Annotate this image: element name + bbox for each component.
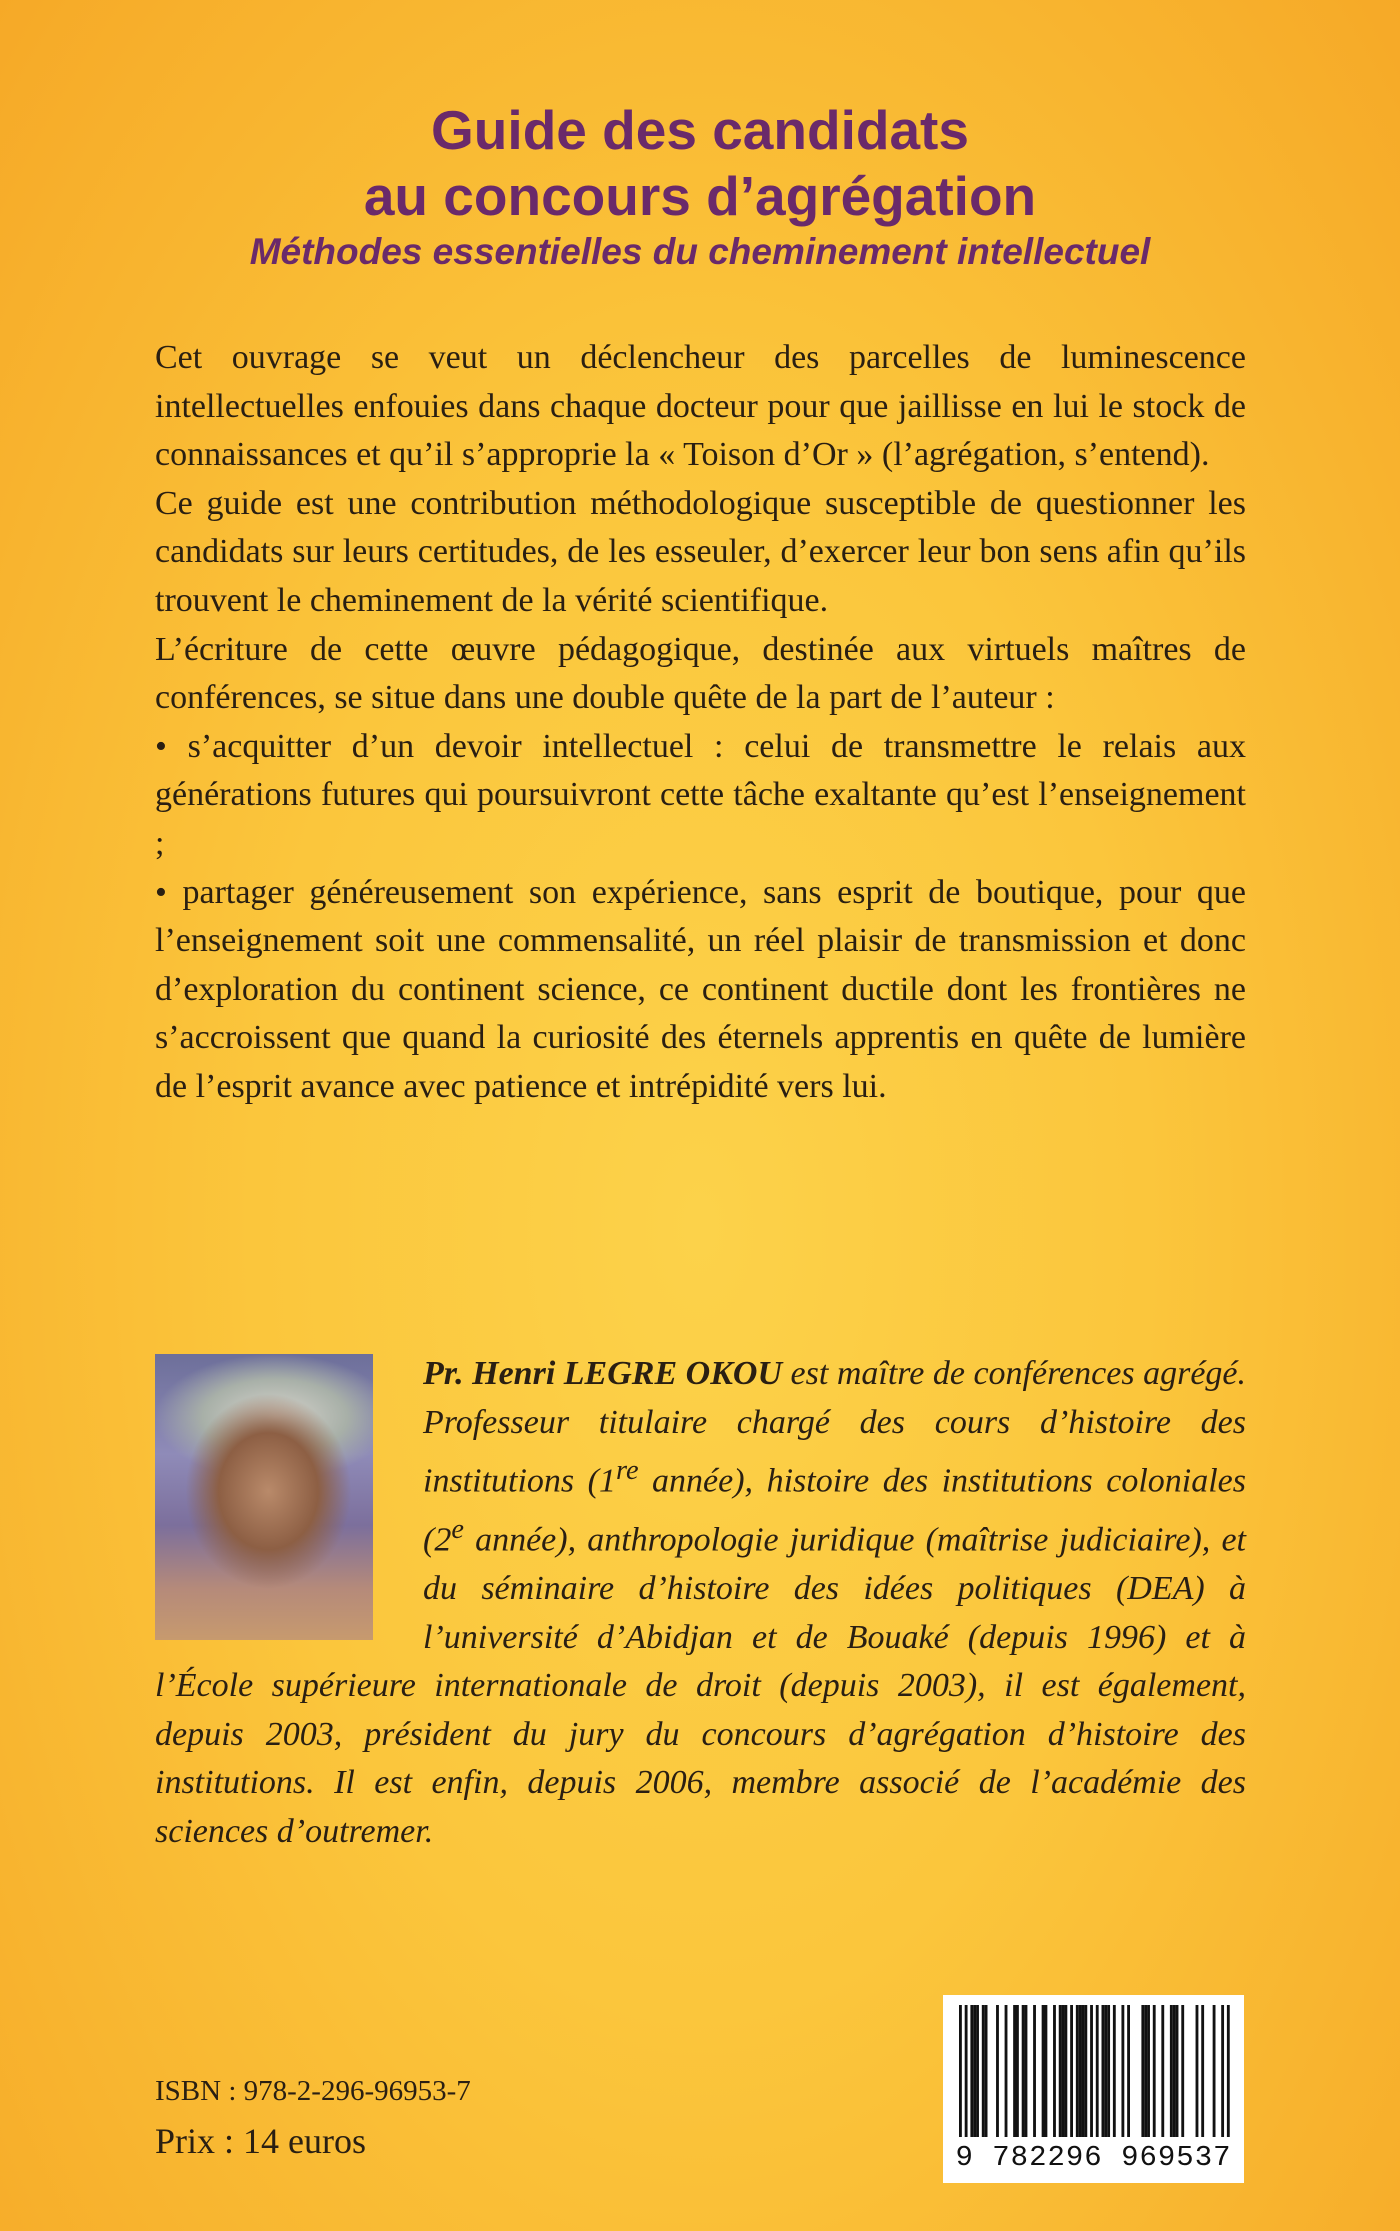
superscript: e	[451, 1514, 464, 1546]
barcode-bar	[1079, 2005, 1082, 2137]
barcode-bar	[1170, 2005, 1173, 2137]
barcode-bar	[1201, 2005, 1204, 2137]
author-bio	[155, 1350, 1246, 1857]
barcode-bar	[1005, 2005, 1008, 2137]
barcode-digits: 9 782296 969537	[955, 2141, 1232, 2174]
barcode-bar	[1144, 2005, 1147, 2137]
barcode-bar	[965, 2005, 968, 2137]
barcode-bar	[1113, 2005, 1116, 2137]
barcode-bar	[1022, 2005, 1025, 2137]
barcode-bar	[1059, 2005, 1062, 2137]
price: Prix : 14 euros	[155, 2121, 366, 2161]
barcode-bar	[1084, 2005, 1087, 2137]
bio-text: année), histoire des institutions coloniales (2	[423, 1462, 1246, 1559]
barcode-bar	[1141, 2005, 1144, 2137]
barcode-bar	[1161, 2005, 1164, 2137]
barcode-bar	[1096, 2005, 1099, 2137]
subtitle: Méthodes essentielles du cheminement intellectuel	[249, 231, 1151, 272]
barcode-bar	[1121, 2005, 1124, 2137]
barcode-bar	[1127, 2005, 1130, 2137]
barcode-bar	[1147, 2005, 1150, 2137]
barcode-bar	[1062, 2005, 1065, 2137]
blurb-bullet: • partager généreusement son expérience, sans esprit de boutique, pour que l’enseignement soit une commensalité, un réel plaisir de transmission et donc d’exploration du continent science, ce continent ductile dont les frontières ne s’accroissent que quand la curiosité des éternels apprentis en quête de lumière de l’esprit avance avec patience et intrépidité vers lui.	[155, 873, 1246, 1105]
barcode-bar	[1107, 2005, 1110, 2137]
barcode-bar	[970, 2005, 973, 2137]
barcode-bar	[1102, 2005, 1105, 2137]
bio-text: année), anthropologie juridique (maîtrise judiciaire), et du séminaire d’histoire des idées politiques (DEA) à l’université d’Abidjan et de Bouaké (depuis 1996) et à l’École supérieure internationale de droit (depuis 2003), il est également, depuis 2003, président du jury du concours d’agrégation d’histoire des institutions. Il est enfin, depuis 2006, membre associé de l’académie des sciences d’outremer.	[155, 1521, 1246, 1850]
blurb-paragraph: L’écriture de cette œuvre pédagogique, destinée aux virtuels maîtres de conférences, se situe dans une double quête de la part de l’auteur :	[155, 630, 1246, 717]
barcode-bar	[982, 2005, 985, 2137]
barcode-bar	[1176, 2005, 1179, 2137]
barcode-bar	[1082, 2005, 1085, 2137]
blurb-paragraph: Ce guide est une contribution méthodologique susceptible de questionner les candidats sur leurs certitudes, de les esseuler, d’exercer leur bon sens afin qu’ils trouvent le cheminement de la vérité scientifique.	[155, 484, 1246, 619]
author-name: Pr. Henri LEGRE OKOU	[423, 1355, 783, 1392]
barcode-bar	[1013, 2005, 1016, 2137]
barcode-bar	[1053, 2005, 1056, 2137]
barcode-bar	[1076, 2005, 1079, 2137]
barcode-bar	[1213, 2005, 1216, 2137]
photo-spacer	[155, 1350, 423, 1642]
barcode-bar	[1070, 2005, 1073, 2137]
title-line-2: au concours d’agrégation	[363, 165, 1037, 227]
barcode-bar	[1045, 2005, 1048, 2137]
blurb-bullet: • s’acquitter d’un devoir intellectuel : celui de transmettre le relais aux générations futures qui poursuivront cette tâche exaltante qu’est l’enseignement ;	[155, 727, 1246, 862]
barcode-bar	[1104, 2005, 1107, 2137]
barcode-bar	[1064, 2005, 1067, 2137]
barcode-bar	[976, 2005, 979, 2137]
barcode-bars	[943, 1995, 1244, 2145]
barcode-bar	[1090, 2005, 1093, 2137]
barcode-bar	[1196, 2005, 1199, 2137]
blurb-paragraph: Cet ouvrage se veut un déclencheur des parcelles de luminescence intellectuelles enfouies dans chaque docteur pour que jaillisse en lui le stock de connaissances et qu’il s’approprie la « Toison d’Or » (l’agrégation, s’entend).	[155, 339, 1246, 474]
barcode-bar	[1153, 2005, 1156, 2137]
barcode-bar	[1173, 2005, 1176, 2137]
isbn: ISBN : 978-2-296-96953-7	[155, 2075, 471, 2107]
title-line-1: Guide des candidats	[431, 99, 969, 161]
barcode-bar	[1033, 2005, 1036, 2137]
superscript: re	[615, 1455, 639, 1487]
barcode-bar	[1025, 2005, 1028, 2137]
barcode-bar	[973, 2005, 976, 2137]
barcode-bar	[996, 2005, 999, 2137]
barcode	[943, 1995, 1244, 2183]
barcode-bar	[1016, 2005, 1019, 2137]
barcode-bar	[1221, 2005, 1224, 2137]
barcode-bar	[959, 2005, 962, 2137]
barcode-bar	[1227, 2005, 1230, 2137]
bio-text: est maître de conférences agrégé. Professeur titulaire chargé des cours d’histoire des institutions (1	[423, 1355, 1246, 1500]
blurb	[155, 334, 1246, 1112]
barcode-bar	[1181, 2005, 1184, 2137]
barcode-bar	[985, 2005, 988, 2137]
barcode-bar	[1042, 2005, 1045, 2137]
